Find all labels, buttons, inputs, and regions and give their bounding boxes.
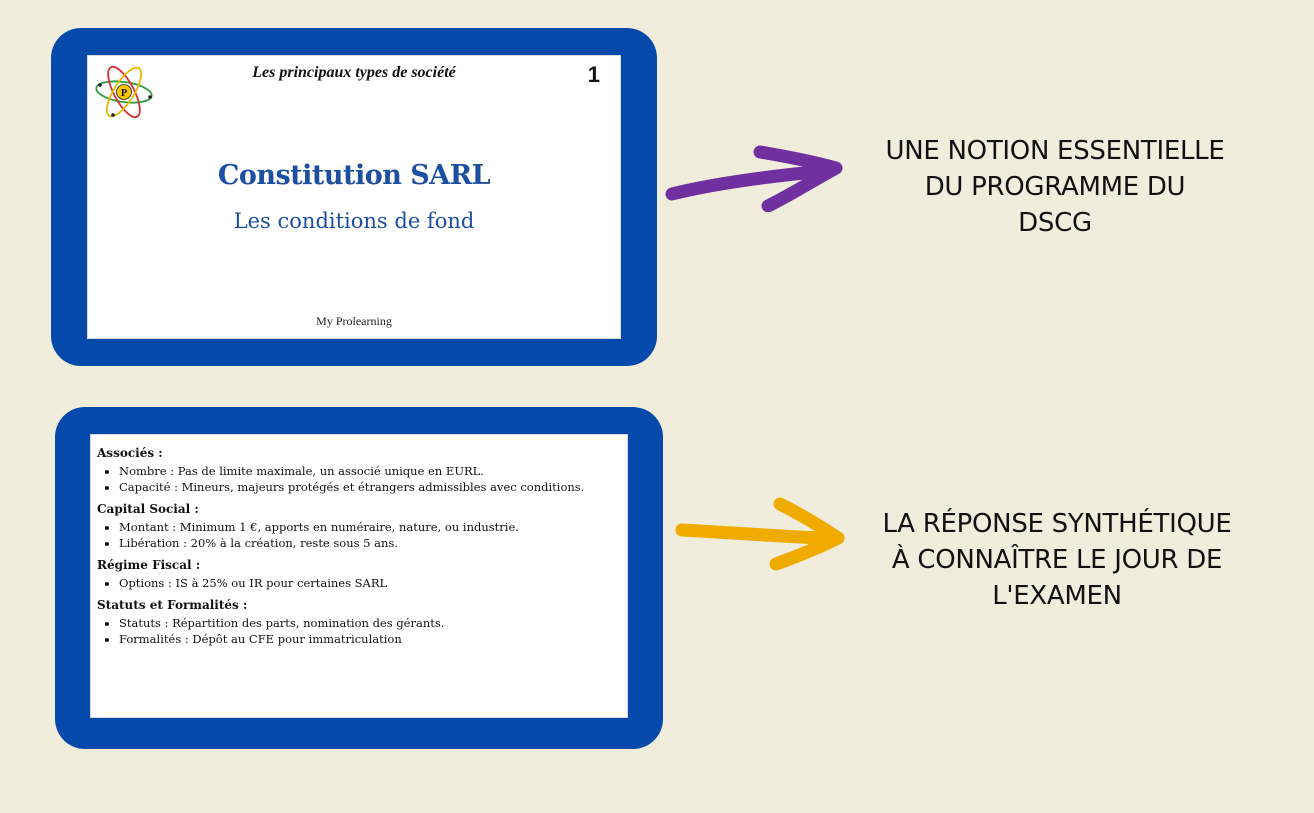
list-item: • Statuts : Répartition des parts, nomination des gérants.	[119, 615, 617, 631]
caption-essential-notion	[850, 133, 1260, 241]
card-footer: My Prolearning	[316, 314, 392, 328]
purple-arrow-icon	[664, 142, 844, 212]
back-flashcard	[90, 434, 628, 718]
list-item: • Montant : Minimum 1 €, apports en numéraire, nature, ou industrie.	[119, 519, 617, 535]
answer-content	[97, 445, 617, 653]
card-title: Constitution SARL	[217, 160, 491, 191]
section-title: Capital Social :	[97, 502, 199, 516]
section-capital-social	[97, 501, 617, 551]
list-item: • Options : IS à 25% ou IR pour certaines SARL	[119, 575, 617, 591]
caption-line: DU PROGRAMME DU	[924, 172, 1186, 202]
front-flashcard	[87, 55, 621, 339]
caption-synthetic-answer	[850, 506, 1264, 614]
caption-line: L'EXAMEN	[992, 581, 1122, 611]
section-statuts-formalites	[97, 597, 617, 647]
card-subtitle: Les conditions de fond	[233, 209, 475, 233]
caption-line: UNE NOTION ESSENTIELLE	[885, 136, 1225, 166]
section-title: Statuts et Formalités :	[97, 598, 248, 612]
caption-line: À CONNAÎTRE LE JOUR DE	[891, 545, 1223, 575]
logo-letter: P	[120, 88, 128, 99]
section-associes	[97, 445, 617, 495]
yellow-arrow-icon	[672, 492, 848, 572]
section-title: Associés :	[97, 446, 163, 460]
section-regime-fiscal	[97, 557, 617, 591]
list-item: • Capacité : Mineurs, majeurs protégés et étrangers admissibles avec conditions.	[119, 479, 617, 495]
list-item: • Nombre : Pas de limite maximale, un associé unique en EURL.	[119, 463, 617, 479]
card-number: 1	[587, 62, 600, 87]
list-item: • Formalités : Dépôt au CFE pour immatriculation	[119, 631, 617, 647]
section-title: Régime Fiscal :	[97, 558, 201, 572]
caption-line: LA RÉPONSE SYNTHÉTIQUE	[882, 509, 1232, 539]
card-subject: Les principaux types de société	[252, 64, 456, 81]
list-item: • Libération : 20% à la création, reste sous 5 ans.	[119, 535, 617, 551]
caption-line: DSCG	[1018, 208, 1092, 238]
